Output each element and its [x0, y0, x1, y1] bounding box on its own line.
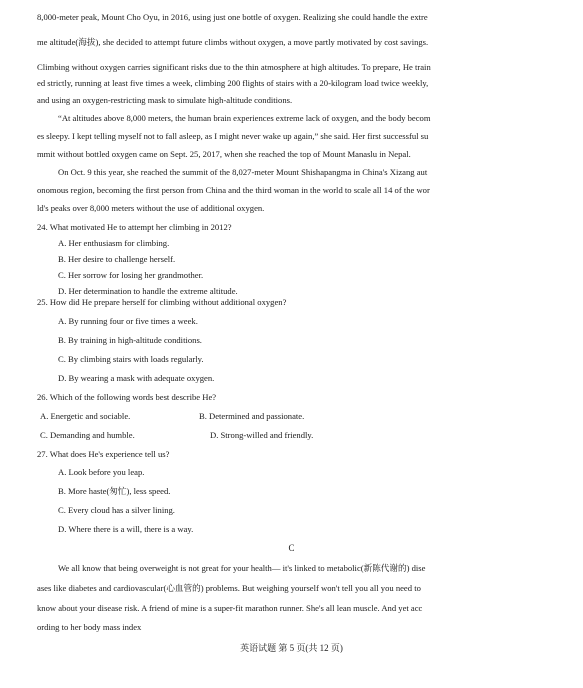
- answer-option: A. Look before you leap.: [58, 467, 145, 477]
- question-stem: 24. What motivated He to attempt her climbing in 2012?: [37, 222, 232, 232]
- answer-option: A. Her enthusiasm for climbing.: [58, 238, 170, 248]
- passage-b-line: On Oct. 9 this year, she reached the summit of the 8,027-meter Mount Shishapangma in China's Xizang aut: [58, 167, 428, 177]
- page-footer: 英语试题 第 5 页(共 12 页): [240, 643, 343, 653]
- answer-option: D. Where there is a will, there is a way.: [58, 524, 194, 534]
- passage-b-line: and using an oxygen-restricting mask to simulate high-altitude conditions.: [37, 95, 293, 105]
- answer-option: C. Every cloud has a silver lining.: [58, 505, 175, 515]
- answer-option: D. By wearing a mask with adequate oxygen.: [58, 373, 215, 383]
- answer-option: A. By running four or five times a week.: [58, 316, 198, 326]
- passage-b-line: mmit without bottled oxygen came on Sept. 25, 2017, when she reached the top of Mount Manaslu in Nepal.: [37, 149, 411, 159]
- passage-b-line: Climbing without oxygen carries significant risks due to the thin atmosphere at high altitudes. To prepare, He train: [37, 62, 431, 72]
- question-stem: 26. Which of the following words best describe He?: [37, 392, 217, 402]
- passage-c-line: ases like diabetes and cardiovascular(心血管的) problems. But weighing yourself won't tell you all you need to: [37, 583, 421, 593]
- passage-c-line: We all know that being overweight is not great for your health— it's linked to metabolic(新陈代谢的) dise: [58, 563, 426, 573]
- passage-b-line: “At altitudes above 8,000 meters, the human brain experiences extreme lack of oxygen, and the body becom: [58, 113, 431, 123]
- passage-c-line: know about your disease risk. A friend of mine is a super-fit marathon runner. She's all lean muscle. And yet acc: [37, 603, 423, 613]
- answer-option: C. Demanding and humble.: [40, 430, 135, 440]
- passage-b-line: ed strictly, running at least five times a week, climbing 200 flights of stairs with a 20-kilogram load twice weekly,: [37, 78, 429, 88]
- answer-option: D. Her determination to handle the extreme altitude.: [58, 286, 238, 296]
- answer-option: B. Her desire to challenge herself.: [58, 254, 176, 264]
- answer-option: B. By training in high-altitude conditions.: [58, 335, 202, 345]
- answer-option: A. Energetic and sociable.: [40, 411, 131, 421]
- question-stem: 27. What does He's experience tell us?: [37, 449, 170, 459]
- answer-option: B. Determined and passionate.: [199, 411, 305, 421]
- answer-option: D. Strong-willed and friendly.: [210, 430, 314, 440]
- answer-option: B. More haste(匆忙), less speed.: [58, 486, 171, 496]
- passage-b-line: ld's peaks over 8,000 meters without the use of additional oxygen.: [37, 203, 265, 213]
- answer-option: C. Her sorrow for losing her grandmother.: [58, 270, 204, 280]
- answer-option: C. By climbing stairs with loads regularly.: [58, 354, 204, 364]
- passage-c-line: ording to her body mass index: [37, 622, 142, 632]
- passage-b-line: 8,000-meter peak, Mount Cho Oyu, in 2016, using just one bottle of oxygen. Realizing she could handle the extre: [37, 12, 428, 22]
- passage-b-line: onomous region, becoming the first person from China and the third woman in the world to scale all 14 of the wor: [37, 185, 430, 195]
- question-stem: 25. How did He prepare herself for climbing without additional oxygen?: [37, 297, 287, 307]
- passage-c-heading: C: [288, 543, 295, 553]
- passage-b-line: me altitude(海拔), she decided to attempt future climbs without oxygen, a move partly motivated by cost savings.: [37, 37, 429, 47]
- passage-b-line: es sleepy. I kept telling myself not to fall asleep, as I might never wake up again,” she said. Her first successful su: [37, 131, 429, 141]
